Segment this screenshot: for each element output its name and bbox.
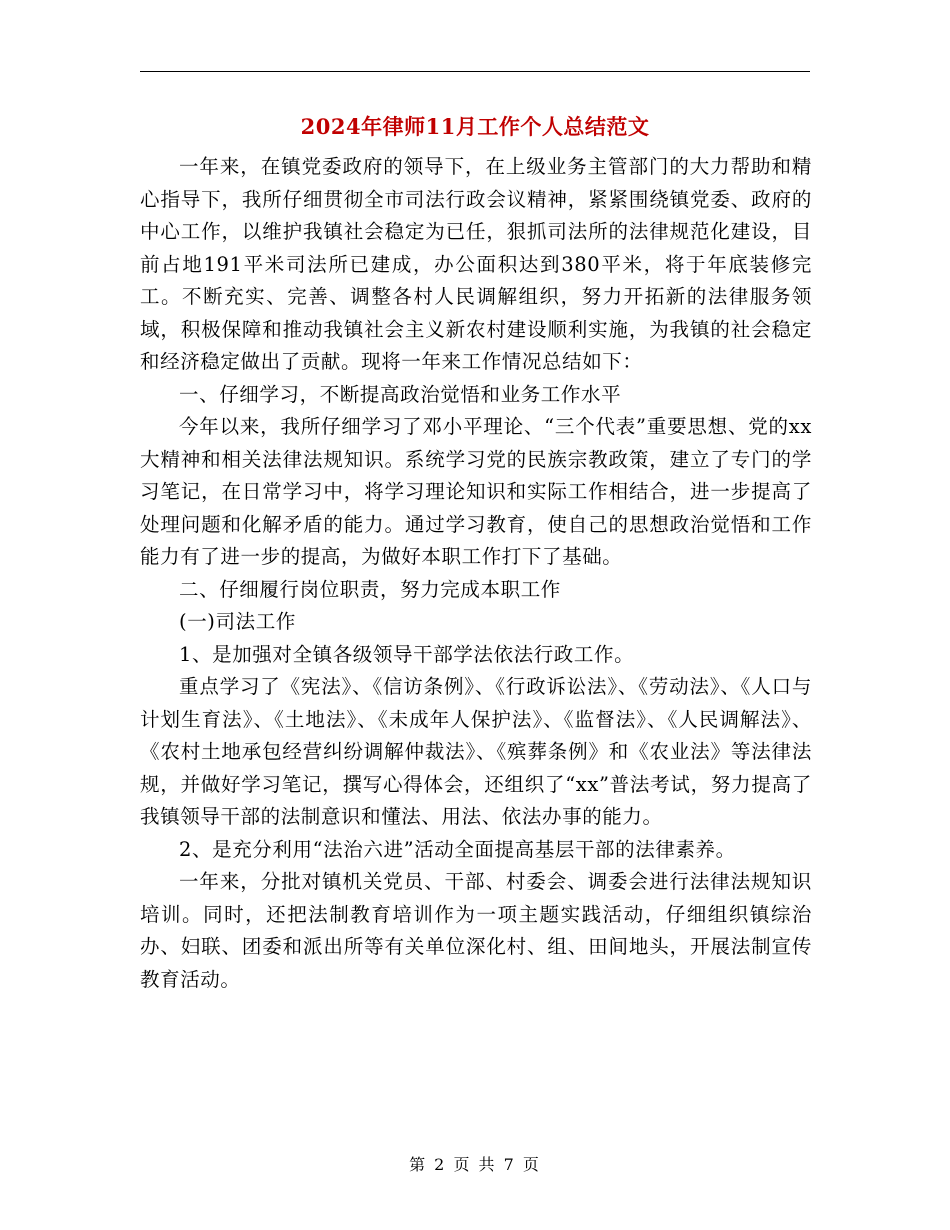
paragraph-laws: 重点学习了《宪法》、《信访条例》、《行政诉讼法》、《劳动法》、《人口与计划生育法》、《土地法》、《未成年人保护法》、《监督法》、《人民调解法》、《农村土地承包经营纠纷调解仲裁法》、《殡葬条例》和《农业法》等法律法规，并做好学习笔记，撰写心得体会，还组织了“xx”普法考试，努力提高了我镇领导干部的法制意识和懂法、用法、依法办事的能力。 [140, 675, 812, 828]
page-number-footer: 第 2 页 共 7 页 [409, 1155, 541, 1174]
item-heading-1: 1、是加强对全镇各级领导干部学法依法行政工作。 [179, 642, 635, 666]
paragraph-intro: 一年来，在镇党委政府的领导下，在上级业务主管部门的大力帮助和精心指导下，我所仔细贯彻全市司法行政会议精神，紧紧围绕镇党委、政府的中心工作，以维护我镇社会稳定为已任，狠抓司法所的法律规范化建设，目前占地191平米司法所已建成，办公面积达到380平米，将于年底装修完工。不断充实、完善、调整各村人民调解组织，努力开拓新的法律服务领域，积极保障和推动我镇社会主义新农村建设顺利实施，为我镇的社会稳定和经济稳定做出了贡献。现将一年来工作情况总结如下： [140, 155, 812, 373]
section-heading-1: 一、仔细学习，不断提高政治觉悟和业务工作水平 [179, 382, 622, 406]
item-heading-2: 2、是充分利用“法治六进”活动全面提高基层干部的法律素养。 [179, 837, 736, 861]
document-title: 2024年律师11月工作个人总结范文 [300, 114, 650, 139]
paragraph-training: 一年来，分批对镇机关党员、干部、村委会、调委会进行法律法规知识培训。同时，还把法制教育培训作为一项主题实践活动，仔细组织镇综治办、妇联、团委和派出所等有关单位深化村、组、田间地头，开展法制宣传教育活动。 [140, 870, 812, 991]
header-rule [140, 71, 810, 72]
subsection-heading-judicial: (一)司法工作 [179, 610, 296, 633]
section-heading-2: 二、仔细履行岗位职责，努力完成本职工作 [179, 577, 561, 601]
paragraph-study: 今年以来，我所仔细学习了邓小平理论、“三个代表”重要思想、党的xx大精神和相关法律法规知识。系统学习党的民族宗教政策，建立了专门的学习笔记，在日常学习中，将学习理论知识和实际工作相结合，进一步提高了处理问题和化解矛盾的能力。通过学习教育，使自己的思想政治觉悟和工作能力有了进一步的提高，为做好本职工作打下了基础。 [140, 415, 812, 568]
document-body [140, 151, 812, 996]
